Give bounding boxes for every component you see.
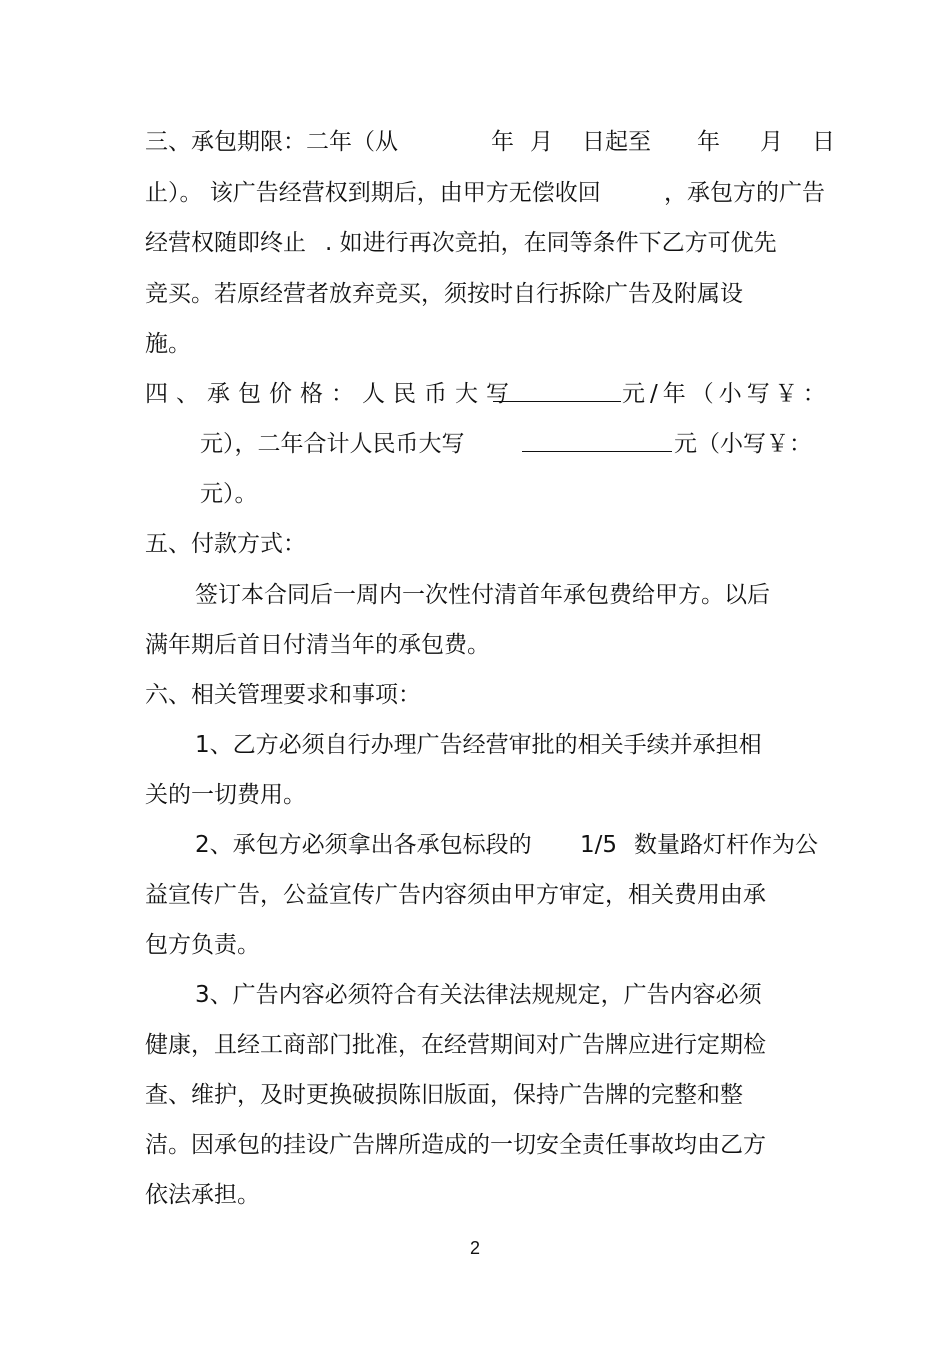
sec4-line1-b: 元/年（小写￥： bbox=[622, 381, 831, 407]
sec6-item3-line1: 3、广告内容必须符合有关法律法规规定，广告内容必须 bbox=[195, 982, 762, 1008]
sec6-item1-line1: 1、乙方必须自行办理广告经营审批的相关手续并承担相 bbox=[195, 732, 762, 758]
sec6-heading: 六、相关管理要求和事项： bbox=[145, 682, 421, 708]
sec3-line4: 竞买。若原经营者放弃竞买，须按时自行拆除广告及附属设 bbox=[145, 281, 743, 307]
sec4-line1-a: 四、承包价格：人民币大写 bbox=[145, 381, 517, 407]
sec4-line3: 元）。 bbox=[200, 481, 258, 507]
sec6-item3-line4: 洁。因承包的挂设广告牌所造成的一切安全责任事故均由乙方 bbox=[145, 1132, 766, 1158]
page-number: 2 bbox=[469, 1238, 480, 1258]
sec4-line2-a: 元），二年合计人民币大写 bbox=[200, 431, 465, 457]
sec3-line1-day2: 日 bbox=[812, 129, 835, 155]
sec6-item2-line3: 包方负责。 bbox=[145, 932, 260, 958]
sec5-heading: 五、付款方式： bbox=[145, 531, 306, 557]
sec3-line1-year: 年 bbox=[491, 129, 514, 155]
sec3-line1-start: 三、承包期限：二年（从 bbox=[145, 129, 398, 155]
sec6-item2-line1-c: 数量路灯杆作为公 bbox=[634, 832, 818, 858]
sec3-line3-a: 经营权随即终止 bbox=[145, 230, 306, 256]
sec4-blank-yearly bbox=[493, 379, 621, 410]
sec4-blank-total bbox=[522, 429, 672, 460]
sec5-para-line2: 满年期后首日付清当年的承包费。 bbox=[145, 632, 490, 658]
sec3-line3-b: . 如进行再次竞拍，在同等条件下乙方可优先 bbox=[325, 230, 777, 256]
sec3-line1-month2: 月 bbox=[760, 129, 783, 155]
sec3-line1-month: 月 bbox=[530, 129, 553, 155]
sec6-item3-line2: 健康，且经工商部门批准，在经营期间对广告牌应进行定期检 bbox=[145, 1032, 766, 1058]
sec6-item2-line1-a: 2、承包方必须拿出各承包标段的 bbox=[195, 832, 532, 858]
sec6-item2-fraction: 1/5 bbox=[580, 832, 618, 858]
sec6-item2-line2: 益宣传广告，公益宣传广告内容须由甲方审定，相关费用由承 bbox=[145, 882, 766, 908]
sec3-line5: 施。 bbox=[145, 331, 191, 357]
sec6-item3-line5: 依法承担。 bbox=[145, 1182, 260, 1208]
sec6-item1-line2: 关的一切费用。 bbox=[145, 782, 306, 808]
sec3-line1-year2: 年 bbox=[697, 129, 720, 155]
sec3-line2-b: ，承包方的广告 bbox=[664, 180, 825, 206]
sec3-line1-day-from: 日起至 bbox=[582, 129, 651, 155]
sec6-item3-line3: 查、维护，及时更换破损陈旧版面，保持广告牌的完整和整 bbox=[145, 1082, 743, 1108]
sec4-line2-b: 元（小写￥： bbox=[674, 431, 812, 457]
sec5-para-line1: 签订本合同后一周内一次性付清首年承包费给甲方。以后 bbox=[195, 582, 770, 608]
sec3-line2-a: 止）。 该广告经营权到期后，由甲方无偿收回 bbox=[145, 180, 601, 206]
